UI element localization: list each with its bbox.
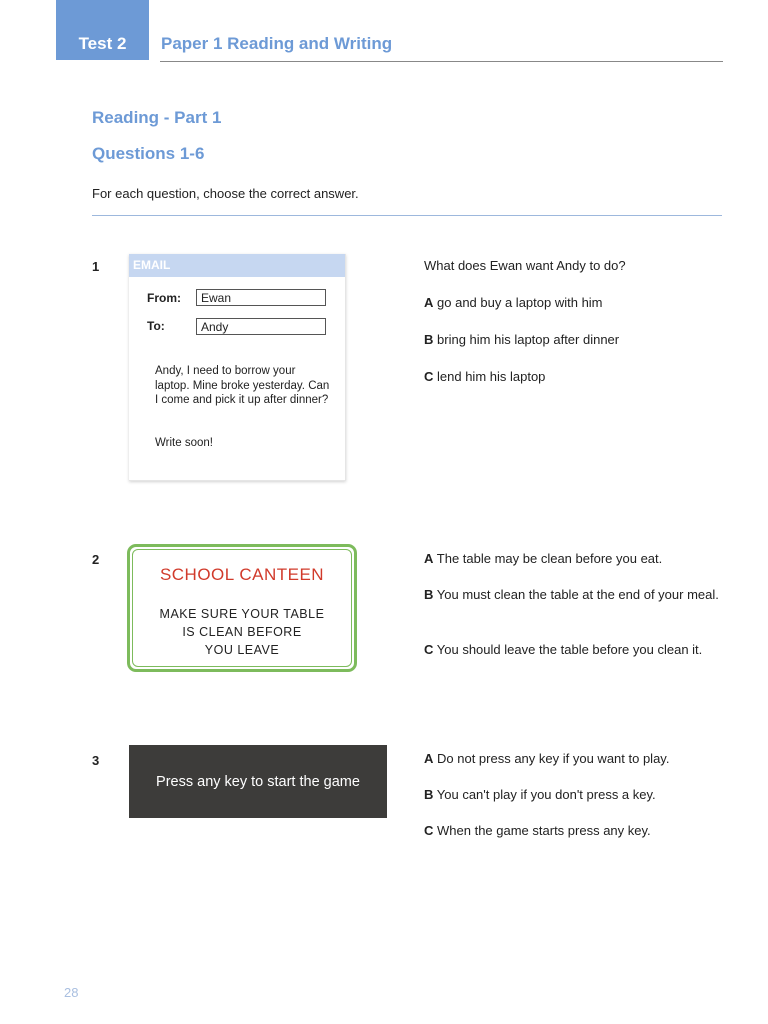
option-2b (424, 586, 738, 604)
option-letter: A (424, 551, 434, 566)
instructions: For each question, choose the correct answer. (92, 186, 359, 201)
canteen-sign-title: SCHOOL CANTEEN (159, 565, 325, 584)
email-body: Andy, I need to borrow your laptop. Mine broke yesterday. Can I come and pick it up after dinner? (155, 365, 330, 406)
option-3b (424, 786, 656, 804)
option-text: When the game starts press any key. (437, 823, 651, 838)
section-divider (92, 215, 722, 216)
option-letter: A (424, 295, 434, 310)
option-text: The table may be clean before you eat. (436, 551, 663, 566)
canteen-sign-line: IS CLEAN BEFORE (182, 625, 302, 639)
canteen-sign-line: MAKE SURE YOUR TABLE (159, 607, 325, 621)
email-header: EMAIL (129, 254, 345, 277)
option-3c (424, 822, 651, 840)
option-letter: C (424, 642, 434, 657)
option-letter: C (424, 369, 434, 384)
question-number-3: 3 (92, 753, 100, 768)
option-letter: B (424, 787, 434, 802)
question-number-1: 1 (92, 259, 100, 274)
email-to-field: Andy (196, 318, 326, 335)
section-title: Reading - Part 1 (92, 108, 222, 127)
page-number: 28 (64, 985, 79, 1000)
option-letter: C (424, 823, 434, 838)
option-text: You can't play if you don't press a key. (436, 787, 656, 802)
option-text: bring him his laptop after dinner (437, 332, 620, 347)
email-from-label: From: (147, 291, 181, 305)
email-signoff: Write soon! (155, 437, 213, 449)
option-letter: A (424, 751, 434, 766)
option-text: lend him his laptop (437, 369, 546, 384)
option-1c (424, 368, 545, 386)
paper-title: Paper 1 Reading and Writing (161, 34, 393, 53)
game-screen-text: Press any key to start the game (156, 774, 360, 790)
email-from-field: Ewan (196, 289, 326, 306)
question-number-2: 2 (92, 552, 100, 567)
test-label: Test 2 (56, 0, 149, 60)
option-3a (424, 750, 669, 768)
header-divider (160, 61, 723, 62)
option-letter: B (424, 587, 434, 602)
option-text: You should leave the table before you clean it. (436, 642, 703, 657)
question-1-prompt: What does Ewan want Andy to do? (424, 258, 626, 273)
option-2c (424, 641, 728, 659)
email-to-label: To: (147, 319, 165, 333)
questions-range: Questions 1-6 (92, 144, 205, 163)
option-letter: B (424, 332, 434, 347)
option-text: You must clean the table at the end of your meal. (436, 587, 719, 602)
option-2a (424, 550, 738, 568)
option-text: Do not press any key if you want to play. (437, 751, 670, 766)
option-1b (424, 331, 619, 349)
option-text: go and buy a laptop with him (437, 295, 603, 310)
option-1a (424, 294, 603, 312)
canteen-sign-message (127, 605, 357, 659)
canteen-sign-line: YOU LEAVE (204, 643, 280, 657)
